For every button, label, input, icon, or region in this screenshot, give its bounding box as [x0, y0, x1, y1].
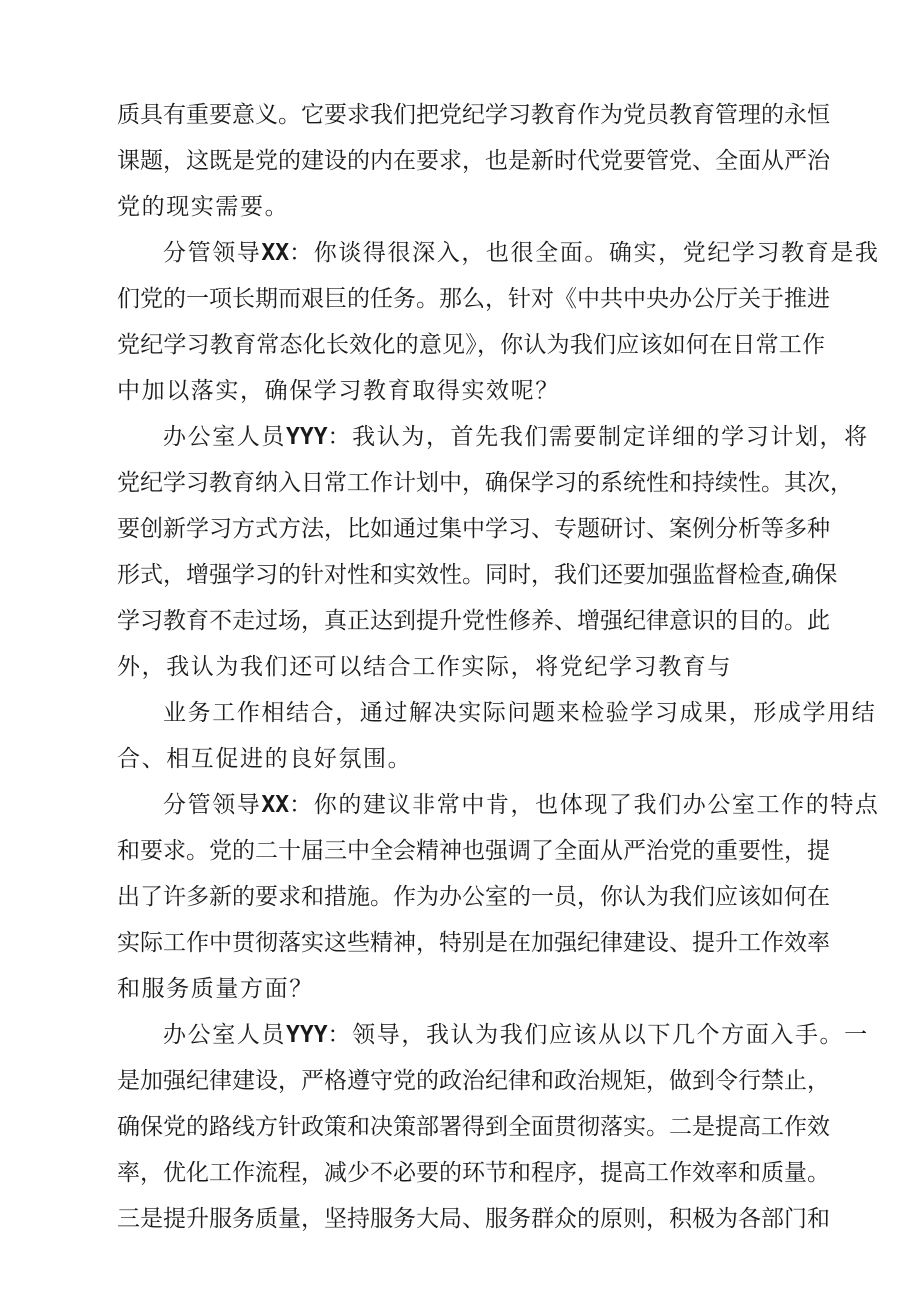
text-line: 三是提升服务质量，坚持服务大局、服务群众的原则，积极为各部门和: [117, 1206, 830, 1232]
text-line: 课题，这既是党的建设的内在要求，也是新时代党要管党、全面从严治: [117, 148, 830, 174]
text-line: 合、相互促进的良好氛围。: [117, 746, 413, 772]
text-line: 出了许多新的要求和措施。作为办公室的一员，你认为我们应该如何在: [117, 884, 830, 910]
speaker-line: [163, 419, 869, 455]
text-line: 确保党的路线方针政策和决策部署得到全面贯彻落实。二是提高工作效: [117, 1114, 830, 1140]
speaker-prefix: 办公室人员: [163, 1022, 286, 1048]
speaker-line: [163, 1017, 869, 1053]
text-line: 形式，增强学习的针对性和实效性。同时，我们还要加强监督检查,确保: [117, 562, 838, 588]
speaker-text: 领导，我认为我们应该从以下几个方面入手。一: [352, 1022, 869, 1048]
speaker-colon: ：: [327, 1022, 353, 1048]
text-line: 们党的一项长期而艰巨的任务。那么，针对《中共中央办公厅关于推进: [117, 286, 830, 312]
speaker-colon: ：: [289, 240, 314, 266]
text-line: 和服务质量方面？: [117, 976, 314, 1002]
speaker-line: [163, 787, 880, 823]
text-line: 要创新学习方式方法，比如通过集中学习、专题研讨、案例分析等多种: [117, 516, 830, 542]
speaker-code: YYY: [286, 1022, 328, 1048]
speaker-colon: ：: [327, 424, 353, 450]
text-line: 质具有重要意义。它要求我们把党纪学习教育作为党员教育管理的永恒: [117, 102, 830, 128]
text-line: 党纪学习教育常态化长效化的意见》，你认为我们应该如何在日常工作: [117, 332, 825, 358]
text-line: 和要求。党的二十届三中全会精神也强调了全面从严治党的重要性，提: [117, 838, 830, 864]
speaker-code: YYY: [286, 424, 328, 450]
speaker-text: 你谈得很深入，也很全面。确实，党纪学习教育是我: [313, 240, 880, 266]
speaker-code: XX: [261, 792, 290, 818]
speaker-prefix: 分管领导: [163, 792, 262, 818]
speaker-line: [163, 235, 880, 271]
speaker-text: 我认为，首先我们需要制定详细的学习计划，将: [352, 424, 869, 450]
text-line: 中加以落实，确保学习教育取得实效呢？: [117, 378, 560, 404]
text-line: 党纪学习教育纳入日常工作计划中，确保学习的系统性和持续性。其次，: [117, 470, 853, 496]
speaker-prefix: 分管领导: [163, 240, 262, 266]
text-line: 业务工作相结合，通过解决实际问题来检验学习成果，形成学用结: [163, 700, 877, 726]
text-line: 党的现实需要。: [117, 194, 290, 220]
speaker-text: 你的建议非常中肯，也体现了我们办公室工作的特点: [313, 792, 880, 818]
text-line: 是加强纪律建设，严格遵守党的政治纪律和政治规矩，做到令行禁止，: [117, 1068, 830, 1094]
text-line: 率，优化工作流程，减少不必要的环节和程序，提高工作效率和质量。: [117, 1160, 830, 1186]
text-line: 外，我认为我们还可以结合工作实际，将党纪学习教育与: [117, 654, 732, 680]
text-line: 学习教育不走过场，真正达到提升党性修养、增强纪律意识的目的。此: [117, 608, 830, 634]
text-line: 实际工作中贯彻落实这些精神，特别是在加强纪律建设、提升工作效率: [117, 930, 830, 956]
speaker-prefix: 办公室人员: [163, 424, 286, 450]
speaker-colon: ：: [289, 792, 314, 818]
speaker-code: XX: [261, 240, 290, 266]
